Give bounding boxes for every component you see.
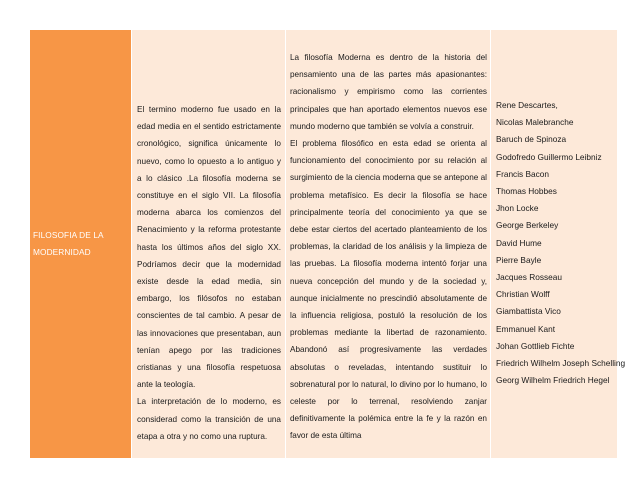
definition-cell [131, 30, 285, 458]
philosopher-item: Christian Wolff [496, 289, 550, 300]
philosopher-item: Giambattista Vico [496, 306, 561, 317]
philosopher-item: Francis Bacon [496, 168, 550, 179]
philosopher-item: Jhon Locke [496, 203, 539, 214]
philosopher-item: Baruch de Spinoza [496, 134, 567, 145]
philosopher-item: Pierre Bayle [496, 254, 542, 265]
philosopher-item: Nicolas Malebranche [496, 117, 574, 128]
philosopher-item: Thomas Hobbes [496, 186, 557, 197]
definition-paragraph-1: El termino moderno fue usado en la edad media en el sentido estrictamente cronológico, significa únicamente lo nuevo, como lo opuesto a lo antiguo y a lo clásico .La filosofía moderna se constituye en el siglo VII. La filosofía moderna abarca los comienzos del Renacimiento y la reforma protestante hasta los últimos años del siglo XX. Podríamos decir que la modernidad existe desde la edad media, sin embargo, los filósofos no estaban conscientes de tal cambio. A pesar de las innovaciones que presentaban, aun tenían apego por las tradiciones cristianas y una filosofía respetuosa ante la teología. [137, 105, 281, 390]
description-paragraph-1: La filosofía Moderna es dentro de la historia del pensamiento una de las partes más apasionantes: racionalismo y empirismo como las corrientes principales que han aportado elementos nuevos ese mundo moderno que también se volvía a construir. [290, 53, 487, 131]
topic-cell [30, 30, 131, 458]
definition-text [137, 101, 281, 445]
philosophers-list [496, 97, 625, 389]
philosopher-item: Emmanuel Kant [496, 323, 556, 334]
philosopher-item: Friedrich Wilhelm Joseph Schelling [496, 358, 626, 369]
description-paragraph-2: El problema filosófico en esta edad se orienta al funcionamiento del conocimiento por su relación al surgimiento de la ciencia moderna que se antepone al problema metafísico. Es decir la filosofía se hace principalmente teoría del conocimiento ya que se debe estar ciertos del acertado planteamiento de los problemas, la claridad de los análisis y la limpieza de las pruebas. La filosofía moderna intentó forjar una nueva concepción del mundo y de la sociedad y, aunque inicialmente no prescindió absolutamente de la influencia religiosa, postuló la resolución de los problemas mediante la libertad de razonamiento. Abandonó así progresivamente las verdades absolutas o reveladas, intentando sustituir lo sobrenatural por lo natural, lo divino por lo humano, lo celeste por lo terrenal, resolviendo zanjar definitivamente la polémica entre la fe y la razón en favor de esta última [290, 139, 487, 441]
philosopher-item: David Hume [496, 237, 542, 248]
definition-paragraph-2: La interpretación de lo moderno, es considerad como la transición de una etapa a otra y no como una ruptura. [137, 397, 281, 441]
description-cell [285, 30, 490, 458]
description-text [290, 49, 487, 445]
topic-title: FILOSOFIA DE LA MODERNIDAD [33, 230, 104, 257]
philosopher-item: Georg Wilhelm Friedrich Hegel [496, 375, 610, 386]
philosopher-item: Johan Gottlieb Fichte [496, 340, 575, 351]
philosopher-item: George Berkeley [496, 220, 559, 231]
philosopher-item: Jacques Rosseau [496, 272, 562, 283]
philosopher-item: Godofredo Guillermo Leibniz [496, 151, 602, 162]
philosophers-cell [490, 30, 626, 458]
philosopher-item: Rene Descartes, [496, 100, 558, 110]
